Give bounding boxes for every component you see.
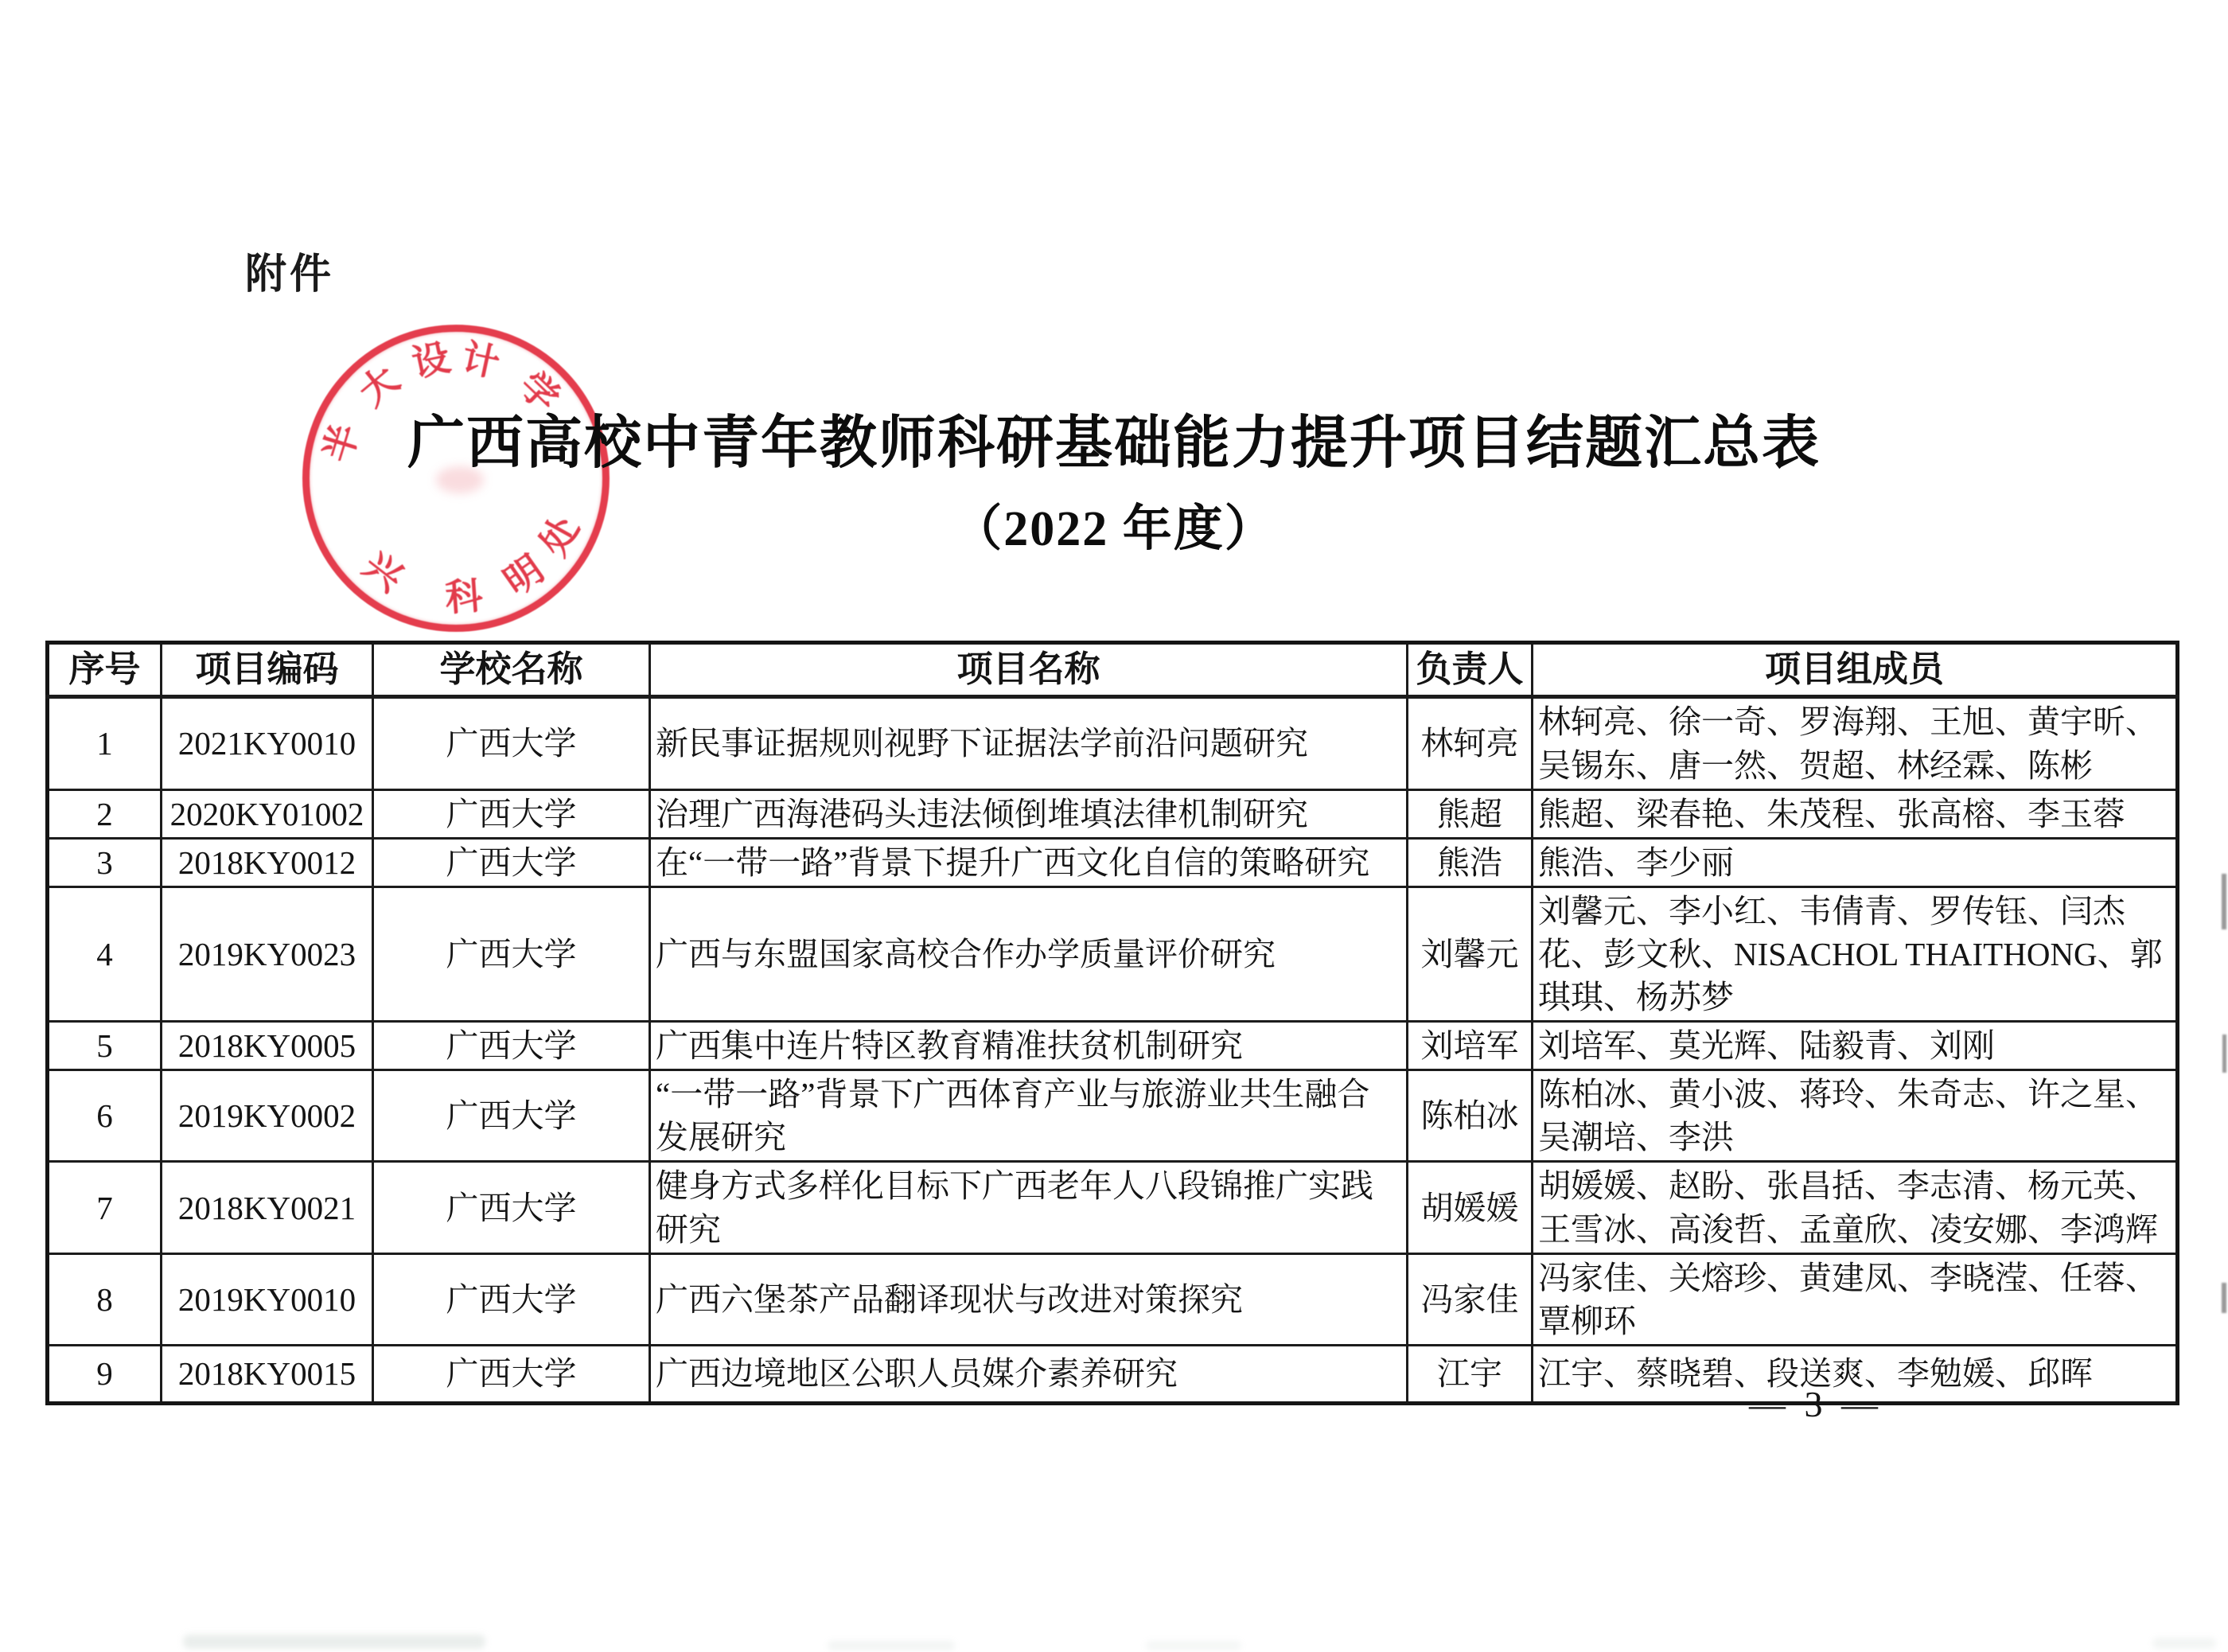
cell-members: 冯家佳、关熔珍、黄建凤、李晓滢、任蓉、覃柳环 xyxy=(1533,1253,2178,1345)
cell-leader: 胡媛媛 xyxy=(1408,1162,1533,1253)
cell-project: “一带一路”背景下广西体育产业与旅游业共生融合发展研究 xyxy=(650,1070,1408,1162)
cell-project: 健身方式多样化目标下广西老年人八段锦推广实践研究 xyxy=(650,1162,1408,1253)
cell-leader: 刘馨元 xyxy=(1408,886,1533,1021)
cell-school: 广西大学 xyxy=(373,1070,650,1162)
cell-code: 2019KY0023 xyxy=(162,886,373,1021)
cell-leader: 江宇 xyxy=(1408,1345,1533,1403)
cell-school: 广西大学 xyxy=(373,1253,650,1345)
cell-code: 2019KY0010 xyxy=(162,1253,373,1345)
cell-school: 广西大学 xyxy=(373,1022,650,1070)
cell-code: 2021KY0010 xyxy=(162,697,373,789)
cell-seq: 6 xyxy=(48,1070,162,1162)
cell-members: 熊超、梁春艳、朱茂程、张高榕、李玉蓉 xyxy=(1533,789,2178,838)
cell-seq: 9 xyxy=(48,1345,162,1403)
cell-seq: 5 xyxy=(48,1022,162,1070)
projects-table xyxy=(45,641,2179,1405)
cell-project: 广西集中连片特区教育精准扶贫机制研究 xyxy=(650,1022,1408,1070)
cell-seq: 4 xyxy=(48,886,162,1021)
cell-leader: 陈柏冰 xyxy=(1408,1070,1533,1162)
scan-artifact-bottom-smear xyxy=(2152,1638,2216,1649)
cell-code: 2018KY0012 xyxy=(162,838,373,886)
cell-seq: 7 xyxy=(48,1162,162,1253)
table-row xyxy=(48,1253,2178,1345)
cell-school: 广西大学 xyxy=(373,789,650,838)
table-header-row xyxy=(48,643,2178,697)
cell-school: 广西大学 xyxy=(373,886,650,1021)
scan-artifact-bottom-smear xyxy=(828,1641,955,1650)
cell-seq: 3 xyxy=(48,838,162,886)
table-row xyxy=(48,1022,2178,1070)
cell-seq: 8 xyxy=(48,1253,162,1345)
seal-glyph: 计 xyxy=(458,337,504,386)
cell-seq: 2 xyxy=(48,789,162,838)
cell-school: 广西大学 xyxy=(373,1162,650,1253)
cell-school: 广西大学 xyxy=(373,1345,650,1403)
seal-glyph: 设 xyxy=(408,337,454,386)
cell-project: 广西边境地区公职人员媒介素养研究 xyxy=(650,1345,1408,1403)
cell-code: 2018KY0015 xyxy=(162,1345,373,1403)
cell-members: 熊浩、李少丽 xyxy=(1533,838,2178,886)
document-title: 广西高校中青年教师科研基础能力提升项目结题汇总表 xyxy=(407,411,1821,475)
page-number: — 3 — xyxy=(1749,1384,1883,1424)
cell-project: 在“一带一路”背景下提升广西文化自信的策略研究 xyxy=(650,838,1408,886)
seal-glyph: 兴 xyxy=(355,544,411,600)
cell-members: 刘馨元、李小红、韦倩青、罗传钰、闫杰花、彭文秋、NISACHOL THAITHONG、郭琪琪、杨苏梦 xyxy=(1533,886,2178,1021)
cell-school: 广西大学 xyxy=(373,838,650,886)
attachment-label: 附件 xyxy=(245,251,335,298)
document-subtitle: （2022 年度） xyxy=(952,502,1276,556)
table-row xyxy=(48,697,2178,789)
header-cell-members: 项目组成员 xyxy=(1533,643,2178,697)
header-cell-code: 项目编码 xyxy=(162,643,373,697)
cell-seq: 1 xyxy=(48,697,162,789)
cell-leader: 冯家佳 xyxy=(1408,1253,1533,1345)
cell-members: 胡媛媛、赵盼、张昌括、李志清、杨元英、王雪冰、高浚哲、孟童欣、凌安娜、李鸿辉 xyxy=(1533,1162,2178,1253)
scan-artifact-bottom-smear xyxy=(183,1634,485,1649)
cell-project: 广西六堡茶产品翻译现状与改进对策探究 xyxy=(650,1253,1408,1345)
scan-artifact-edge-mark xyxy=(2222,874,2226,929)
cell-code: 2020KY01002 xyxy=(162,789,373,838)
cell-school: 广西大学 xyxy=(373,697,650,789)
cell-code: 2018KY0005 xyxy=(162,1022,373,1070)
scan-artifact-edge-mark xyxy=(2222,1034,2226,1073)
header-cell-leader: 负责人 xyxy=(1408,643,1533,697)
table-row xyxy=(48,886,2178,1021)
cell-leader: 刘培军 xyxy=(1408,1022,1533,1070)
cell-leader: 熊超 xyxy=(1408,789,1533,838)
cell-leader: 熊浩 xyxy=(1408,838,1533,886)
seal-glyph: 处 xyxy=(532,509,588,563)
seal-glyph: 学 xyxy=(511,364,567,421)
cell-members: 江宇、蔡晓碧、段送爽、李勉媛、邱晖 xyxy=(1533,1345,2178,1403)
cell-project: 治理广西海港码头违法倾倒堆填法律机制研究 xyxy=(650,789,1408,838)
cell-project: 新民事证据规则视野下证据法学前沿问题研究 xyxy=(650,697,1408,789)
table-row xyxy=(48,1070,2178,1162)
seal-glyph: 科 xyxy=(443,575,485,620)
cell-code: 2019KY0002 xyxy=(162,1070,373,1162)
cell-leader: 林轲亮 xyxy=(1408,697,1533,789)
header-cell-school: 学校名称 xyxy=(373,643,650,697)
cell-code: 2018KY0021 xyxy=(162,1162,373,1253)
header-cell-project: 项目名称 xyxy=(650,643,1408,697)
table-row xyxy=(48,789,2178,838)
seal-glyph: 半 xyxy=(317,419,368,468)
scan-artifact-edge-mark xyxy=(2222,1283,2226,1313)
cell-members: 林轲亮、徐一奇、罗海翔、王旭、黄宇昕、吴锡东、唐一然、贺超、林经霖、陈彬 xyxy=(1533,697,2178,789)
cell-members: 陈柏冰、黄小波、蒋玲、朱奇志、许之星、吴潮培、李洪 xyxy=(1533,1070,2178,1162)
scan-artifact-bottom-smear xyxy=(1146,1641,1241,1650)
cell-project: 广西与东盟国家高校合作办学质量评价研究 xyxy=(650,886,1408,1021)
seal-glyph: 大 xyxy=(352,358,407,415)
header-cell-seq: 序号 xyxy=(48,643,162,697)
seal-glyph: 明 xyxy=(497,548,552,604)
table-row xyxy=(48,838,2178,886)
cell-members: 刘培军、莫光辉、陆毅青、刘刚 xyxy=(1533,1022,2178,1070)
table-row xyxy=(48,1162,2178,1253)
